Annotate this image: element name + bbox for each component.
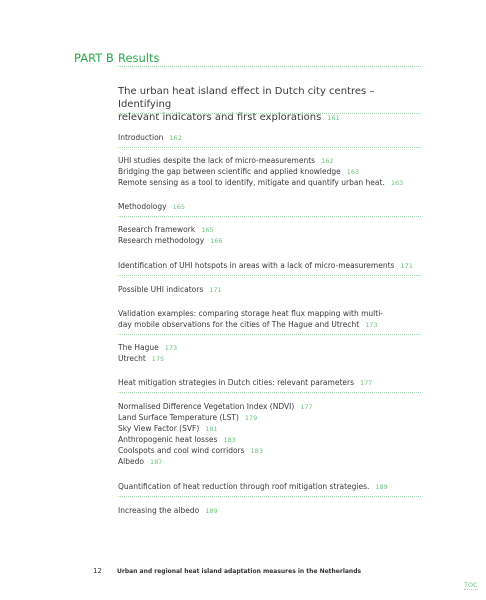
- entry-page: 173: [164, 344, 178, 352]
- chapter-title-line1: The urban heat island effect in Dutch city centres – Identifying: [118, 86, 375, 110]
- entry-title-text: Research methodology: [118, 236, 205, 245]
- toc-link[interactable]: TOC: [464, 581, 478, 589]
- divider: [118, 275, 421, 276]
- entry-title: [118, 343, 418, 354]
- chapter-title: [118, 85, 418, 125]
- entry-page: 181: [205, 425, 218, 433]
- entry-title: [118, 133, 418, 144]
- entry-title: [118, 402, 418, 413]
- entry-title-line1: Validation examples: comparing storage heat flux mapping with multi-: [118, 309, 383, 318]
- entry-title-text: Identification of UHI hotspots in areas with a lack of micro-measurements: [118, 261, 395, 270]
- entry-page: 179: [244, 414, 258, 422]
- entry-title-text: Utrecht: [118, 354, 146, 363]
- entry-title-text: Land Surface Temperature (LST): [118, 413, 239, 422]
- entry-title-text: Sky View Factor (SVF): [118, 424, 200, 433]
- entry-title-text: Bridging the gap between scientific and applied knowledge: [118, 167, 341, 176]
- entry-page: 162: [169, 134, 182, 142]
- entry-page: 187: [149, 458, 163, 466]
- entry-page: 163: [346, 168, 360, 176]
- entry-title: [118, 225, 418, 236]
- entry-title: [118, 236, 418, 247]
- entry-title-text: Remote sensing as a tool to identify, mitigate and quantify urban heat.: [118, 178, 385, 187]
- entry-title: [118, 354, 418, 365]
- entry-title: [118, 309, 418, 330]
- entry-page: 189: [205, 507, 218, 515]
- entry-title: [118, 424, 418, 435]
- entry-title: [118, 482, 418, 493]
- page-footer: [93, 567, 361, 575]
- divider: [118, 113, 421, 114]
- entry-title-text: Introduction: [118, 133, 164, 142]
- entry-page: 162: [321, 157, 334, 165]
- entry-title: [118, 378, 418, 389]
- entry-title-text: Quantification of heat reduction through roof mitigation strategies.: [118, 482, 370, 491]
- entry-title-text: Normalised Difference Vegetation Index (NDVI): [118, 402, 295, 411]
- entry-page: 166: [210, 237, 223, 245]
- part-label: PART B: [74, 51, 114, 65]
- entry-page: 173: [365, 320, 378, 329]
- entry-title: [118, 178, 418, 189]
- divider: [118, 216, 421, 217]
- footer-title: Urban and regional heat island adaptation measures in the Netherlands: [117, 568, 362, 575]
- entry-page: 163: [390, 179, 404, 187]
- entry-title: [118, 413, 418, 424]
- divider: [118, 147, 421, 148]
- entry-title-text: Possible UHI indicators: [118, 285, 204, 294]
- entry-title-text: Heat mitigation strategies in Dutch cities: relevant parameters: [118, 378, 354, 387]
- entry-title: [118, 435, 418, 446]
- entry-title-text: Coolspots and cool wind corridors: [118, 446, 245, 455]
- entry-title-text: Anthropogenic heat losses: [118, 435, 218, 444]
- entry-title: [118, 285, 418, 296]
- entry-title-text: day mobile observations for the cities of The Hague and Utrecht: [118, 319, 360, 329]
- entry-title: [118, 202, 418, 213]
- divider: [118, 392, 421, 393]
- entry-title-text: UHI studies despite the lack of micro-measurements: [118, 156, 316, 165]
- entry-title-text: Research framework: [118, 225, 196, 234]
- footer-page-number: 12: [93, 567, 102, 575]
- entry-title: [118, 446, 418, 457]
- part-title: Results: [118, 51, 160, 65]
- chapter-title-line2: relevant indicators and first explorations: [118, 112, 322, 123]
- entry-page: 177: [360, 379, 373, 387]
- entry-title: [118, 506, 418, 517]
- part-heading: [74, 51, 160, 65]
- entry-title: [118, 167, 418, 178]
- entry-title: [118, 156, 418, 167]
- entry-page: 171: [209, 286, 222, 294]
- entry-page: 165: [201, 226, 214, 234]
- entry-title-text: Increasing the albedo: [118, 506, 200, 515]
- entry-title-text: Albedo: [118, 457, 144, 466]
- part-divider: [118, 66, 421, 67]
- entry-page: 183: [223, 436, 236, 444]
- entry-page: 175: [151, 355, 165, 363]
- entry-title: [118, 261, 438, 272]
- entry-page: 183: [250, 447, 263, 455]
- entry-page: 171: [400, 262, 413, 270]
- divider: [118, 334, 421, 335]
- entry-title: [118, 457, 418, 468]
- entry-page: 165: [172, 203, 186, 211]
- entry-title-text: Methodology: [118, 202, 167, 211]
- entry-page: 189: [375, 483, 388, 491]
- divider: [118, 496, 421, 497]
- entry-title-text: The Hague: [118, 343, 159, 352]
- chapter-page: 161: [327, 114, 340, 122]
- entry-page: 177: [300, 403, 313, 411]
